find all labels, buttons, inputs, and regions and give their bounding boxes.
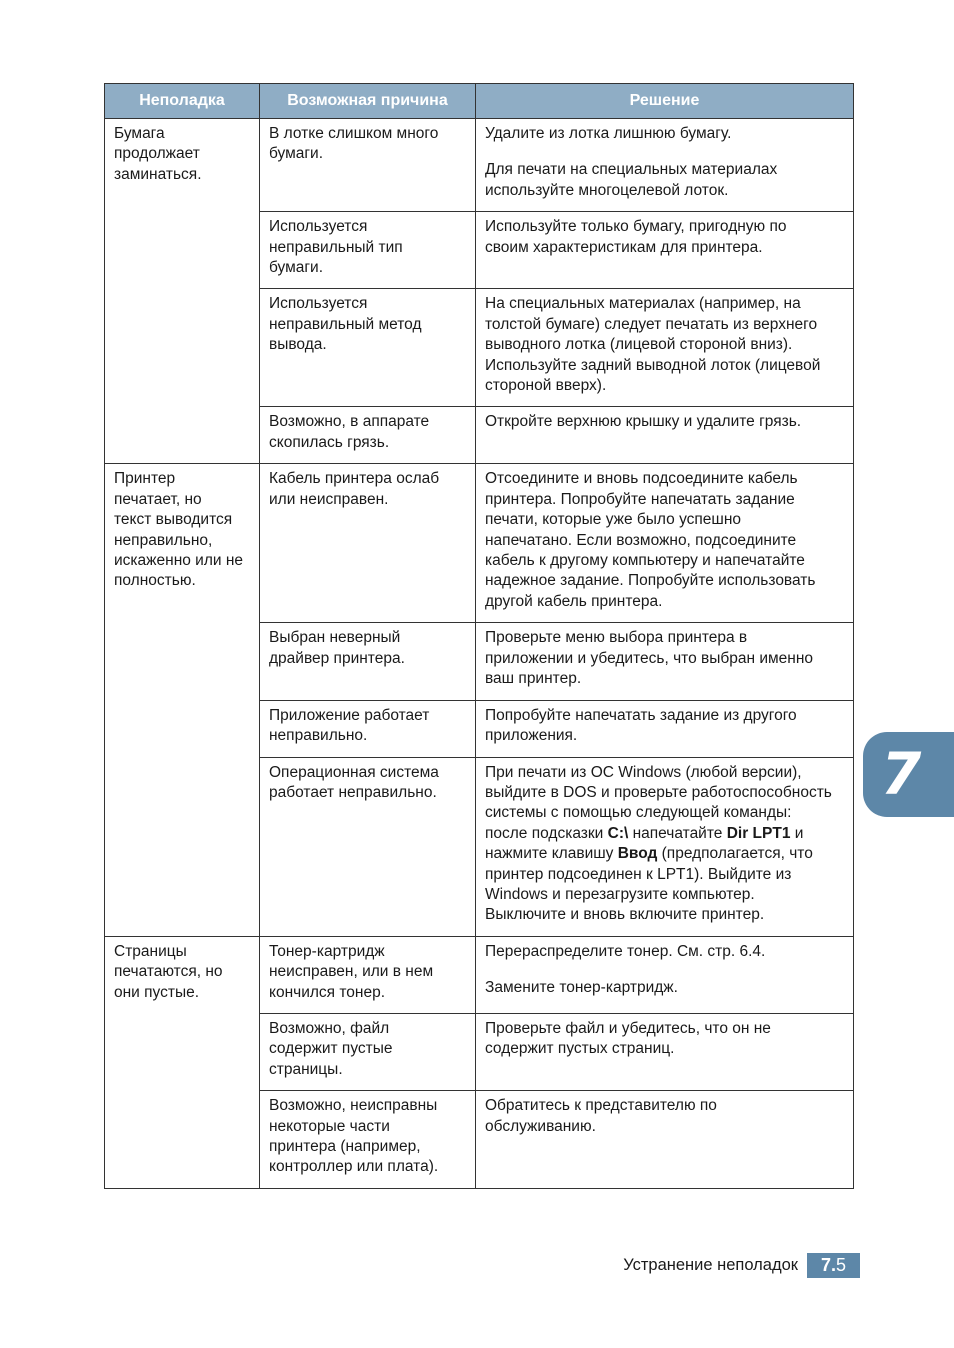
solution-cell [476, 1091, 854, 1189]
text-line: неисправен, или в нем [269, 963, 434, 981]
text-line: содержит пустые [269, 1040, 393, 1058]
text-line: Возможно, файл [269, 1019, 390, 1037]
cause-cell [260, 464, 476, 623]
text-segment: При печати из ОС Windows (любой версии), [485, 763, 802, 781]
text-line: неправильный тип [269, 238, 403, 256]
text-line: Операционная система [269, 763, 439, 781]
solution-cell [476, 623, 854, 700]
text-segment: (предполагается, что [657, 845, 813, 863]
text-line: Бумага [114, 125, 165, 142]
text-line: неправильно. [269, 726, 368, 744]
text-line: искаженно или не [114, 551, 244, 569]
problem-cell [105, 464, 260, 936]
solution-cell [476, 464, 854, 623]
text-line: В лотке слишком много [269, 125, 439, 142]
text-line: другой кабель принтера. [485, 592, 663, 610]
text-line: выводного лотка (лицевой стороной вниз). [485, 336, 793, 354]
text-line: Проверьте меню выбора принтера в [485, 629, 748, 647]
text-line: бумаги. [269, 145, 324, 163]
text-segment: Windows и перезагрузите компьютер. [485, 885, 755, 903]
text-segment: напечатайте [628, 824, 727, 842]
footer-section-title: Устранение неполадок [623, 1256, 798, 1274]
column-header-cause: Возможная причина [260, 84, 476, 119]
text-line: неправильный метод [269, 315, 422, 333]
page-chapter: 7. [820, 1255, 836, 1275]
text-line: печати, которые уже было успешно [485, 511, 742, 529]
cause-cell [260, 936, 476, 1013]
cause-cell [260, 119, 476, 212]
text-line: Откройте верхнюю крышку и удалите грязь. [485, 413, 802, 431]
emphasis-text: Ввод [617, 845, 658, 863]
solution-paragraph [485, 217, 843, 258]
text-line: продолжает [114, 145, 200, 163]
text-line: обслуживанию. [485, 1117, 596, 1135]
page-number-badge [807, 1253, 860, 1278]
problem-cell [105, 119, 260, 464]
solution-paragraph [485, 294, 843, 396]
text-segment: после подсказки [485, 824, 608, 842]
solution-paragraph [485, 469, 843, 612]
text-line: приложении и убедитесь, что выбран именно [485, 649, 814, 667]
text-segment: нажмите клавишу [485, 845, 618, 863]
text-line: Используется [269, 295, 368, 313]
emphasis-text: C:\ [607, 824, 629, 842]
text-line: некоторые части [269, 1117, 390, 1135]
text-line: Отсоедините и вновь подсоедините кабель [485, 470, 798, 488]
solution-cell [476, 700, 854, 757]
text-line: используйте многоцелевой лоток. [485, 181, 729, 199]
text-line: заминаться. [114, 165, 202, 183]
solution-cell [476, 407, 854, 464]
text-line: принтера (например, [269, 1138, 421, 1155]
troubleshooting-table [104, 83, 854, 1189]
text-line: печатаются, но [114, 963, 223, 981]
solution-paragraph [485, 124, 843, 144]
solution-paragraph [485, 706, 843, 747]
text-line: Используйте только бумагу, пригодную по [485, 218, 787, 236]
solution-paragraph [485, 1019, 843, 1060]
text-line: Перераспределите тонер. См. стр. 6.4. [485, 942, 766, 960]
text-line: Тонер-картридж [269, 942, 385, 960]
solution-paragraph [485, 978, 843, 998]
text-line: печатает, но [114, 490, 202, 508]
cause-cell [260, 407, 476, 464]
column-header-solution: Решение [476, 84, 854, 119]
text-line: Принтер [114, 470, 176, 488]
page-number: 5 [836, 1255, 847, 1275]
solution-paragraph [485, 412, 843, 432]
text-segment: Выключите и вновь включите принтер. [485, 906, 765, 924]
text-line: Удалите из лотка лишнюю бумагу. [485, 125, 732, 142]
cause-cell [260, 212, 476, 289]
text-line: они пустые. [114, 983, 200, 1001]
solution-paragraph [485, 1096, 843, 1137]
text-line: вывода. [269, 336, 327, 354]
text-line: Замените тонер-картридж. [485, 979, 678, 997]
text-line: Кабель принтера ослаб [269, 470, 440, 488]
cause-cell [260, 289, 476, 407]
text-line: текст выводится [114, 511, 233, 529]
solution-cell [476, 757, 854, 936]
text-line: кабель к другому компьютеру и напечатайте [485, 551, 805, 569]
cause-cell [260, 1013, 476, 1090]
text-line: стороной вверх). [485, 377, 607, 395]
text-line: содержит пустых страниц. [485, 1040, 675, 1058]
table-header-row [105, 84, 854, 119]
text-line: скопилась грязь. [269, 433, 390, 451]
text-line: Выбран неверный [269, 629, 401, 647]
text-segment: выйдите в DOS и проверьте работоспособность [485, 783, 832, 801]
text-line: страницы. [269, 1060, 343, 1078]
text-line: Приложение работает [269, 706, 430, 724]
text-line: напечатано. Если возможно, подсоедините [485, 531, 797, 549]
solution-cell [476, 936, 854, 1013]
solution-cell [476, 119, 854, 212]
text-line: полностью. [114, 572, 196, 590]
text-line: толстой бумаге) следует печатать из верхнего [485, 315, 818, 333]
text-line: принтера. Попробуйте напечатать задание [485, 490, 795, 508]
text-line: ваш принтер. [485, 670, 582, 688]
solution-cell [476, 212, 854, 289]
text-line: бумаги. [269, 259, 324, 277]
text-line: или неисправен. [269, 490, 389, 508]
solution-paragraph [485, 763, 843, 926]
cause-cell [260, 757, 476, 936]
text-line: Проверьте файл и убедитесь, что он не [485, 1019, 771, 1037]
chapter-tab [863, 732, 954, 817]
text-line: На специальных материалах (например, на [485, 295, 801, 313]
text-line: Попробуйте напечатать задание из другого [485, 706, 797, 724]
cause-cell [260, 1091, 476, 1189]
text-segment: системы с помощью следующей команды: [485, 804, 792, 822]
table-row [105, 464, 854, 623]
text-line: надежное задание. Попробуйте использовать [485, 572, 816, 590]
chapter-tab-number: 7 [881, 740, 922, 808]
table-body [105, 119, 854, 1189]
text-line: Используйте задний выводной лоток (лицевой [485, 356, 821, 374]
table-row [105, 119, 854, 212]
problem-cell [105, 936, 260, 1188]
text-line: драйвер принтера. [269, 649, 405, 667]
text-line: работает неправильно. [269, 783, 437, 801]
text-line: контроллер или плата). [269, 1158, 439, 1176]
text-line: приложения. [485, 726, 578, 744]
text-line: своим характеристикам для принтера. [485, 238, 763, 256]
column-header-problem: Неполадка [105, 84, 260, 119]
text-line: Возможно, в аппарате [269, 413, 430, 431]
cause-cell [260, 700, 476, 757]
text-segment: и [790, 824, 804, 842]
solution-paragraph [485, 628, 843, 689]
text-line: кончился тонер. [269, 983, 386, 1001]
table-row [105, 936, 854, 1013]
solution-paragraph [485, 160, 843, 201]
solution-cell [476, 1013, 854, 1090]
solution-paragraph [485, 942, 843, 962]
text-line: неправильно, [114, 531, 213, 549]
solution-cell [476, 289, 854, 407]
text-line: Страницы [114, 942, 187, 960]
emphasis-text: Dir LPT1 [726, 824, 791, 842]
text-line: Обратитесь к представителю по [485, 1097, 717, 1115]
text-line: Используется [269, 218, 368, 236]
text-line: Для печати на специальных материалах [485, 161, 778, 179]
text-segment: принтер подсоединен к LPT1). Выйдите из [485, 865, 792, 883]
text-line: Возможно, неисправны [269, 1097, 438, 1115]
cause-cell [260, 623, 476, 700]
